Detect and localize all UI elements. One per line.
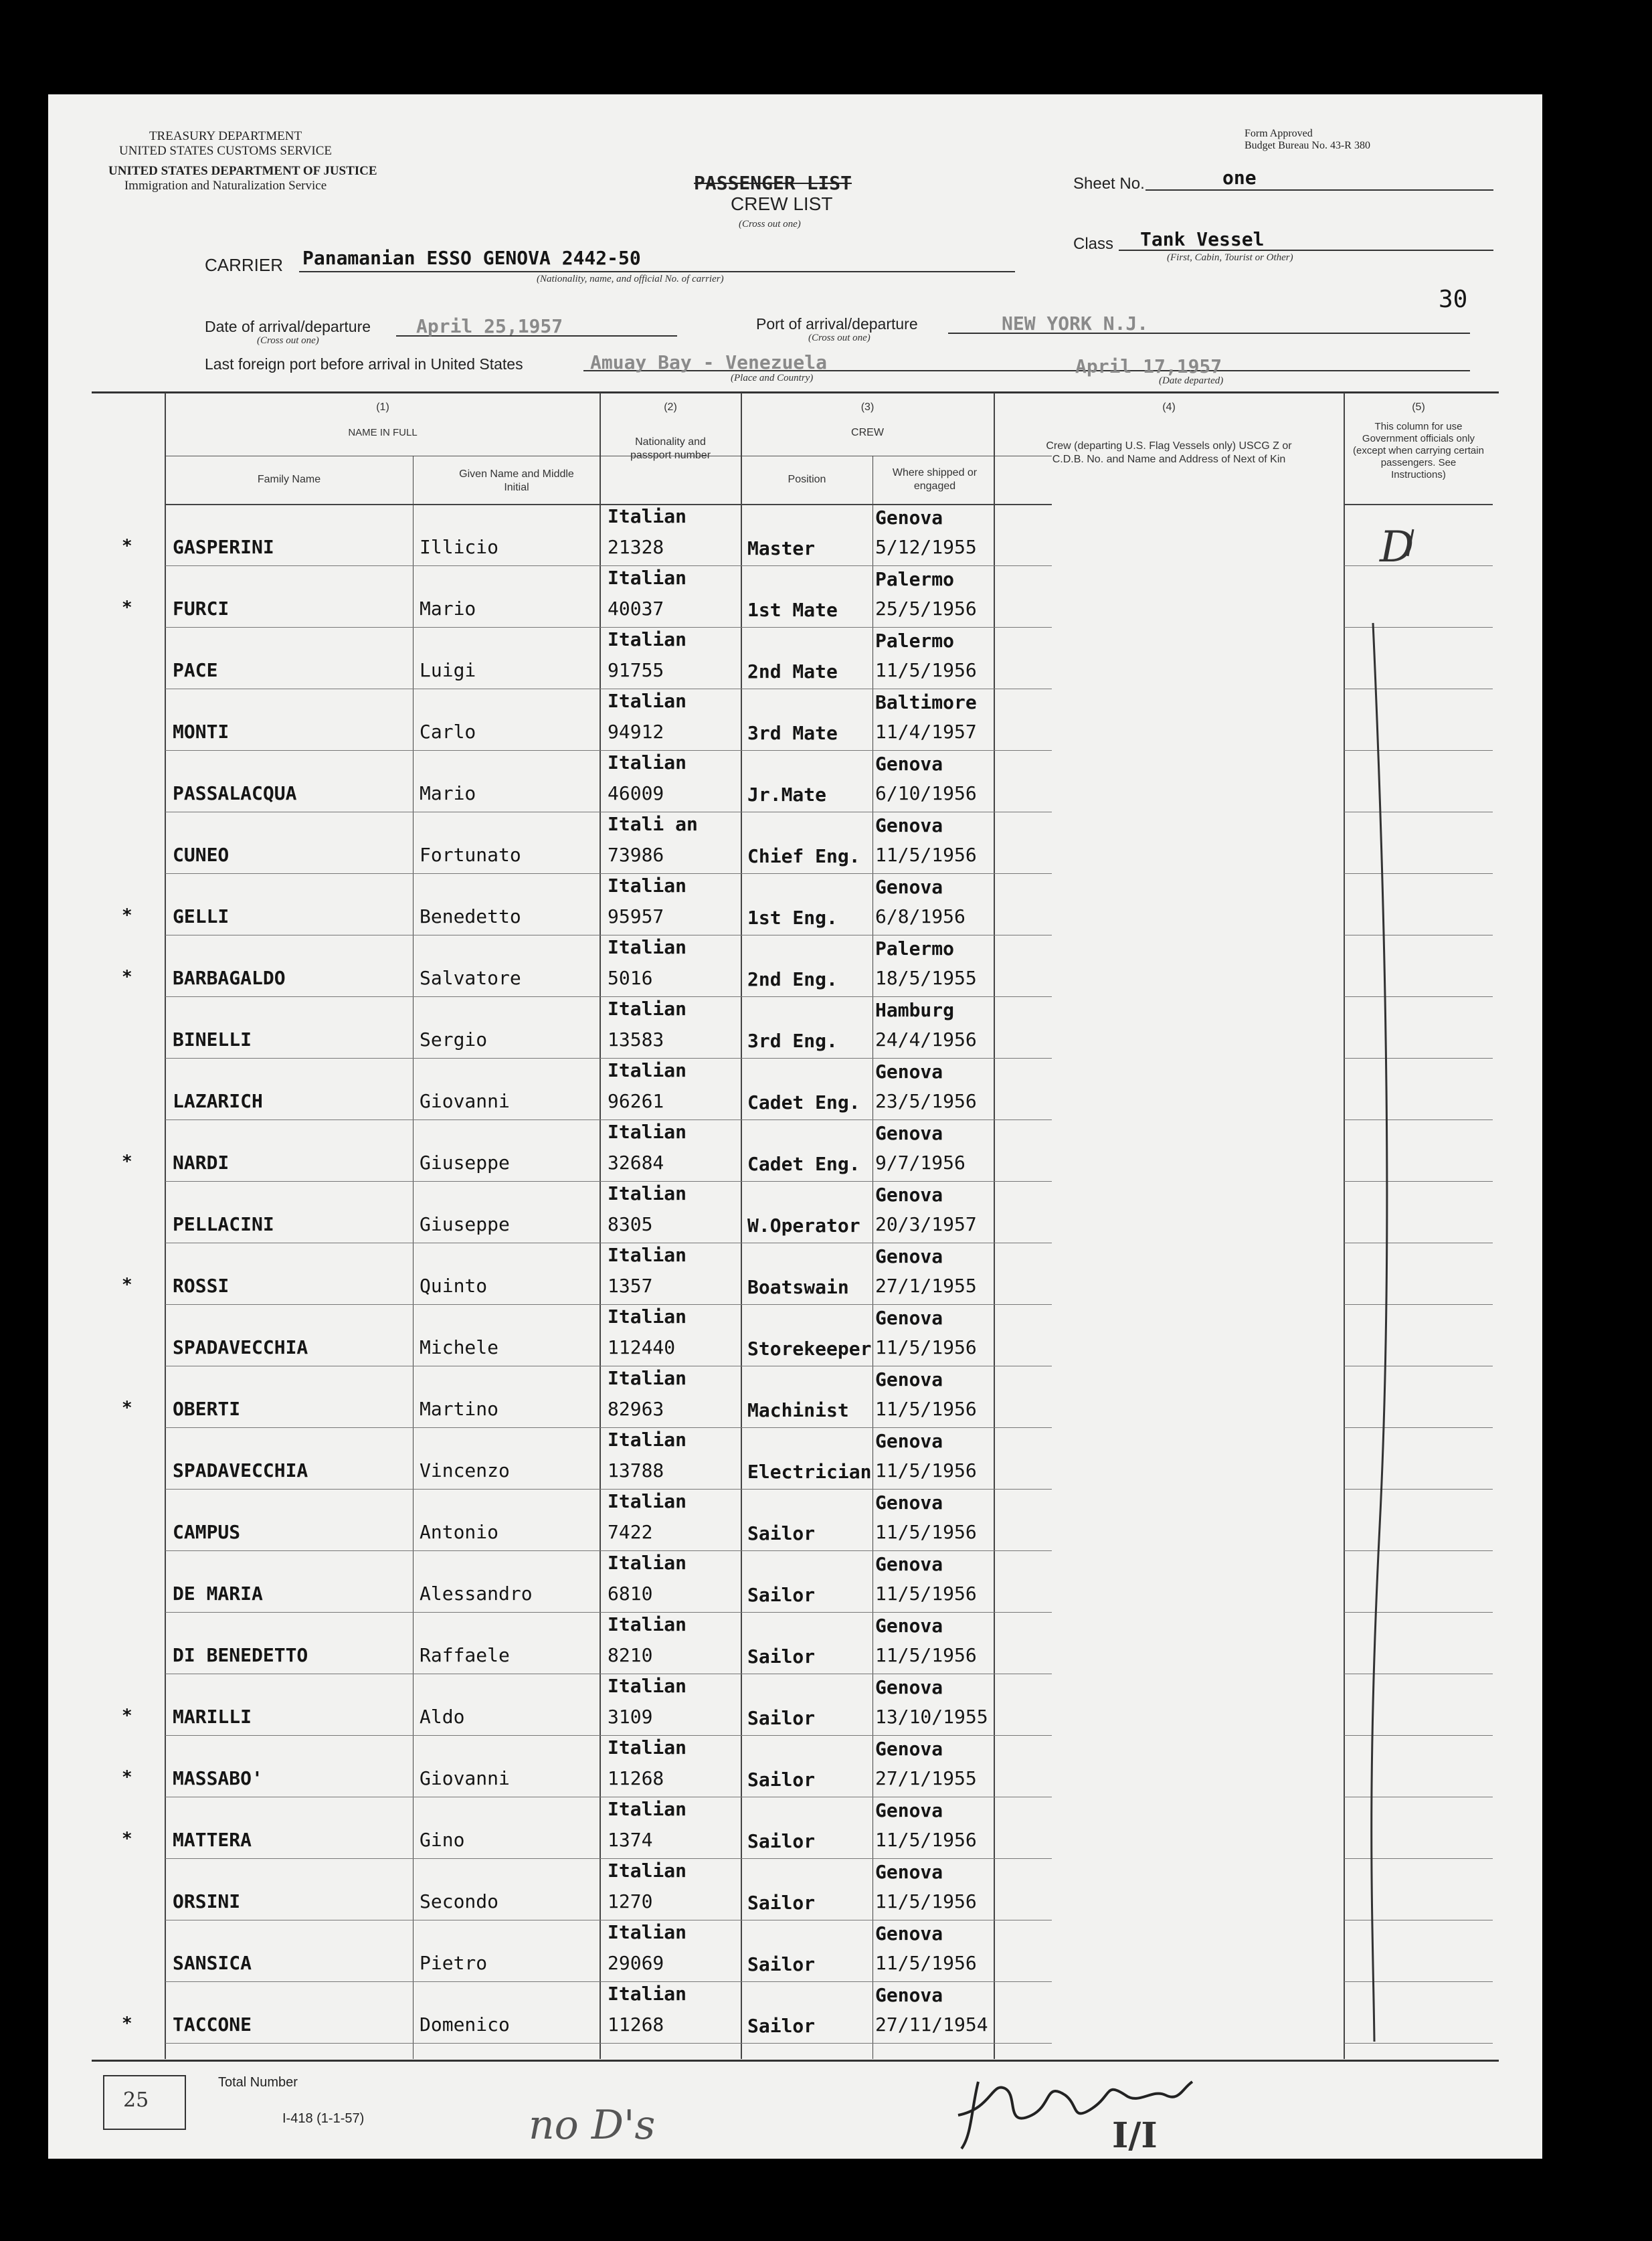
passport-number: 1374 (608, 1829, 653, 1851)
shipped-place: Genova (875, 1861, 943, 1883)
row-divider (165, 996, 1052, 997)
col1-title: NAME IN FULL (348, 427, 418, 438)
shipped-place: Genova (875, 1307, 943, 1329)
shipped-place: Genova (875, 814, 943, 836)
form-approved: Form Approved (1245, 128, 1313, 139)
crew-position: Machinist (747, 1399, 849, 1421)
shipped-date: 11/5/1956 (875, 844, 977, 866)
family-name: GELLI (173, 905, 230, 927)
given-name: Alessandro (420, 1583, 533, 1605)
row-divider (165, 1550, 1052, 1551)
col3-position: Position (788, 474, 826, 485)
row-divider (165, 1612, 1052, 1613)
total-number-box (103, 2075, 186, 2130)
col5-mark: D (1380, 523, 1414, 572)
row-divider (165, 1058, 1052, 1059)
total-label: Total Number (218, 2075, 298, 2090)
family-name: MONTI (173, 721, 230, 743)
agency-ins: Immigration and Naturalization Service (124, 179, 327, 193)
passport-number: 73986 (608, 844, 664, 866)
nationality: Italian (608, 751, 687, 774)
given-name: Martino (420, 1398, 499, 1420)
date-hint: (Cross out one) (257, 335, 319, 346)
shipped-date: 11/5/1956 (875, 1890, 977, 1912)
family-name: OBERTI (173, 1398, 241, 1420)
col3-title: CREW (851, 427, 884, 438)
crew-position: 1st Mate (747, 599, 838, 621)
crew-position: Sailor (747, 1707, 816, 1729)
crew-position: Chief Eng. (747, 845, 860, 867)
crew-position: Sailor (747, 1892, 816, 1914)
crew-list-sheet (48, 94, 1542, 2159)
given-name: Giuseppe (420, 1213, 510, 1235)
nationality: Italian (608, 690, 687, 712)
family-name: SANSICA (173, 1952, 252, 1974)
nationality: Italian (608, 1921, 687, 1943)
class-value: Tank Vessel (1140, 228, 1265, 250)
shipped-place: Baltimore (875, 691, 977, 713)
given-name: Pietro (420, 1952, 488, 1974)
family-name: MARILLI (173, 1706, 252, 1728)
shipped-place: Genova (875, 1676, 943, 1698)
crew-position: Storekeeper (747, 1338, 872, 1360)
carrier-label: CARRIER (205, 255, 284, 275)
shipped-date: 27/1/1955 (875, 1767, 977, 1789)
sheet-label: Sheet No. (1073, 175, 1145, 193)
family-name: DE MARIA (173, 1583, 263, 1605)
shipped-date: 6/8/1956 (875, 905, 966, 927)
total-value: 25 (123, 2088, 149, 2112)
passport-number: 112440 (608, 1336, 676, 1358)
family-name: ORSINI (173, 1890, 241, 1912)
port-label: Port of arrival/departure (756, 315, 918, 333)
passport-number: 13583 (608, 1028, 664, 1051)
family-name: DI BENEDETTO (173, 1644, 308, 1666)
shipped-place: Genova (875, 753, 943, 775)
shipped-place: Palermo (875, 630, 955, 652)
col1-family: Family Name (257, 474, 321, 485)
date-label: Date of arrival/departure (205, 318, 371, 335)
crew-position: W.Operator (747, 1215, 860, 1237)
nationality: Italian (608, 1182, 687, 1204)
given-name: Aldo (420, 1706, 465, 1728)
family-name: FURCI (173, 598, 230, 620)
shipped-place: Hamburg (875, 999, 955, 1021)
nationality: Italian (608, 875, 687, 897)
family-name: TACCONE (173, 2013, 252, 2036)
crew-position: 1st Eng. (747, 907, 838, 929)
shipped-place: Genova (875, 1122, 943, 1144)
nationality: Itali an (608, 813, 698, 835)
row-star-mark: * (122, 1706, 132, 1726)
given-name: Sergio (420, 1028, 488, 1051)
given-name: Antonio (420, 1521, 499, 1543)
shipped-date: 11/5/1956 (875, 1829, 977, 1851)
port-hint: (Cross out one) (808, 333, 870, 343)
nationality: Italian (608, 1552, 687, 1574)
shipped-place: Genova (875, 1799, 943, 1821)
family-name: BINELLI (173, 1028, 252, 1051)
crew-position: Jr.Mate (747, 784, 827, 806)
row-divider (165, 1181, 1052, 1182)
shipped-date: 11/5/1956 (875, 1398, 977, 1420)
nationality: Italian (608, 1983, 687, 2005)
agency-treasury: TREASURY DEPARTMENT (149, 129, 302, 143)
row-star-mark: * (122, 967, 132, 987)
sheet-value: one (1222, 167, 1257, 189)
nationality: Italian (608, 936, 687, 958)
nationality: Italian (608, 1675, 687, 1697)
carrier-hint: (Nationality, name, and official No. of carrier) (537, 274, 724, 284)
shipped-place: Palermo (875, 937, 955, 960)
passport-number: 46009 (608, 782, 664, 804)
col5-num: (5) (1412, 401, 1425, 413)
row-star-mark: * (122, 1829, 132, 1849)
family-name: NARDI (173, 1152, 230, 1174)
row-divider (165, 750, 1052, 751)
given-name: Carlo (420, 721, 476, 743)
passport-number: 7422 (608, 1521, 653, 1543)
passport-number: 29069 (608, 1952, 664, 1974)
crew-position: Sailor (747, 1830, 816, 1852)
given-name: Mario (420, 598, 476, 620)
form-title: CREW LIST (731, 193, 833, 214)
shipped-place: Genova (875, 1184, 943, 1206)
col5-handwritten-lines (1319, 523, 1493, 2062)
nationality: Italian (608, 1121, 687, 1143)
crew-position: Electrician (747, 1461, 872, 1483)
shipped-place: Palermo (875, 568, 955, 590)
col3-where: Where shipped or engaged (892, 467, 978, 492)
row-star-mark: * (122, 1398, 132, 1418)
passport-number: 1357 (608, 1275, 653, 1297)
given-name: Benedetto (420, 905, 521, 927)
class-hint: (First, Cabin, Tourist or Other) (1167, 252, 1293, 263)
shipped-date: 11/5/1956 (875, 1336, 977, 1358)
passport-number: 95957 (608, 905, 664, 927)
shipped-place: Genova (875, 507, 943, 529)
crew-position: Cadet Eng. (747, 1091, 860, 1113)
passport-number: 40037 (608, 598, 664, 620)
shipped-date: 24/4/1956 (875, 1028, 977, 1051)
crew-position: Sailor (747, 1584, 816, 1606)
row-star-mark: * (122, 905, 132, 925)
agency-justice: UNITED STATES DEPARTMENT OF JUSTICE (108, 164, 377, 178)
family-name: PACE (173, 659, 218, 681)
family-name: LAZARICH (173, 1090, 263, 1112)
given-name: Salvatore (420, 967, 521, 989)
passport-number: 82963 (608, 1398, 664, 1420)
given-name: Secondo (420, 1890, 499, 1912)
struck-title: PASSENGER LIST (694, 172, 852, 194)
row-divider (165, 565, 1052, 566)
col1-given: Given Name and Middle Initial (459, 468, 574, 493)
family-name: SPADAVECCHIA (173, 1459, 308, 1482)
nationality: Italian (608, 1429, 687, 1451)
shipped-date: 9/7/1956 (875, 1152, 966, 1174)
crew-position: Sailor (747, 2015, 816, 2037)
col4-num: (4) (1162, 401, 1176, 413)
crew-position: Sailor (747, 1769, 816, 1791)
handwritten-note: no D's (529, 2102, 656, 2149)
title-cross-out-hint: (Cross out one) (739, 219, 801, 230)
given-name: Luigi (420, 659, 476, 681)
lastport-date-hint: (Date departed) (1159, 375, 1224, 386)
passport-number: 6810 (608, 1583, 653, 1605)
shipped-date: 11/4/1957 (875, 721, 977, 743)
signature-image (951, 2068, 1232, 2162)
given-name: Giovanni (420, 1090, 510, 1112)
nationality: Italian (608, 998, 687, 1020)
col5-title: This column for use Government officials only (except when carrying certain passengers. See Instructions) (1353, 421, 1484, 480)
crew-position: 2nd Eng. (747, 968, 838, 990)
crew-position: 2nd Mate (747, 660, 838, 683)
shipped-place: Genova (875, 1430, 943, 1452)
given-name: Giovanni (420, 1767, 510, 1789)
row-star-mark: * (122, 2013, 132, 2034)
lastport-date: April 17,1957 (1075, 355, 1222, 377)
shipped-date: 11/5/1956 (875, 1644, 977, 1666)
crew-position: Sailor (747, 1953, 816, 1975)
family-name: MATTERA (173, 1829, 252, 1851)
family-name: CUNEO (173, 844, 230, 866)
crew-position: 3rd Eng. (747, 1030, 838, 1052)
family-name: ROSSI (173, 1275, 230, 1297)
shipped-date: 6/10/1956 (875, 782, 977, 804)
carrier-value: Panamanian ESSO GENOVA 2442-50 (302, 247, 641, 269)
row-divider (165, 2043, 1052, 2044)
form-code: I-418 (1-1-57) (282, 2111, 365, 2126)
family-name: GASPERINI (173, 536, 274, 558)
lastport-label: Last foreign port before arrival in United States (205, 355, 523, 373)
row-star-mark: * (122, 1152, 132, 1172)
given-name: Fortunato (420, 844, 521, 866)
nationality: Italian (608, 1306, 687, 1328)
col4-title: Crew (departing U.S. Flag Vessels only) USCG Z or C.D.B. No. and Name and Address of Next of Kin (1046, 440, 1292, 465)
given-name: Quinto (420, 1275, 488, 1297)
nationality: Italian (608, 1059, 687, 1081)
nationality: Italian (608, 1244, 687, 1266)
passport-number: 1270 (608, 1890, 653, 1912)
class-label: Class (1073, 235, 1114, 253)
signature-initials: I/I (1112, 2115, 1158, 2156)
passport-number: 21328 (608, 536, 664, 558)
shipped-date: 11/5/1956 (875, 1952, 977, 1974)
row-star-mark: * (122, 1767, 132, 1787)
given-name: Mario (420, 782, 476, 804)
agency-customs: UNITED STATES CUSTOMS SERVICE (118, 144, 333, 158)
passport-number: 5016 (608, 967, 653, 989)
row-divider (165, 627, 1052, 628)
passport-number: 13788 (608, 1459, 664, 1482)
shipped-date: 23/5/1956 (875, 1090, 977, 1112)
crew-position: 3rd Mate (747, 722, 838, 744)
family-name: PASSALACQUA (173, 782, 297, 804)
row-divider (165, 1119, 1052, 1120)
crew-position: Cadet Eng. (747, 1153, 860, 1175)
nationality: Italian (608, 505, 687, 527)
family-name: MASSABO' (173, 1767, 263, 1789)
budget-bureau: Budget Bureau No. 43-R 380 (1245, 140, 1370, 151)
shipped-date: 5/12/1955 (875, 536, 977, 558)
shipped-date: 25/5/1956 (875, 598, 977, 620)
passport-number: 8305 (608, 1213, 653, 1235)
nationality: Italian (608, 1367, 687, 1389)
row-divider (165, 1981, 1052, 1982)
family-name: CAMPUS (173, 1521, 241, 1543)
shipped-place: Genova (875, 1492, 943, 1514)
page-number: 30 (1439, 286, 1468, 313)
nationality: Italian (608, 628, 687, 650)
nationality: Italian (608, 1613, 687, 1635)
shipped-date: 11/5/1956 (875, 1459, 977, 1482)
nationality: Italian (608, 1860, 687, 1882)
given-name: Vincenzo (420, 1459, 510, 1482)
row-divider (165, 1858, 1052, 1859)
row-divider (165, 1427, 1052, 1428)
crew-position: Master (747, 537, 816, 559)
shipped-date: 11/5/1956 (875, 1521, 977, 1543)
passport-number: 8210 (608, 1644, 653, 1666)
given-name: Raffaele (420, 1644, 510, 1666)
shipped-place: Genova (875, 1368, 943, 1391)
passport-number: 96261 (608, 1090, 664, 1112)
col3-num: (3) (860, 401, 875, 413)
nationality: Italian (608, 1736, 687, 1759)
lastport-hint: (Place and Country) (731, 373, 814, 383)
family-name: SPADAVECCHIA (173, 1336, 308, 1358)
given-name: Illicio (420, 536, 499, 558)
crew-position: Boatswain (747, 1276, 849, 1298)
shipped-place: Genova (875, 1553, 943, 1575)
shipped-place: Genova (875, 876, 943, 898)
given-name: Giuseppe (420, 1152, 510, 1174)
family-name: PELLACINI (173, 1213, 274, 1235)
row-divider (165, 1735, 1052, 1736)
row-star-mark: * (122, 598, 132, 618)
family-name: BARBAGALDO (173, 967, 286, 989)
nationality: Italian (608, 1490, 687, 1512)
shipped-date: 11/5/1956 (875, 1583, 977, 1605)
shipped-date: 27/1/1955 (875, 1275, 977, 1297)
shipped-place: Genova (875, 1738, 943, 1760)
passport-number: 91755 (608, 659, 664, 681)
passport-number: 11268 (608, 2013, 664, 2036)
shipped-place: Genova (875, 1615, 943, 1637)
shipped-date: 18/5/1955 (875, 967, 977, 989)
passport-number: 32684 (608, 1152, 664, 1174)
row-star-mark: * (122, 536, 132, 556)
passport-number: 94912 (608, 721, 664, 743)
col1-num: (1) (376, 401, 389, 413)
shipped-place: Genova (875, 1245, 943, 1267)
row-star-mark: * (122, 1275, 132, 1295)
row-divider (165, 1489, 1052, 1490)
row-divider (165, 1304, 1052, 1305)
shipped-date: 11/5/1956 (875, 659, 977, 681)
col2-title: Nationality and passport number (630, 436, 711, 461)
col2-num: (2) (664, 401, 677, 413)
date-value: April 25,1957 (416, 315, 563, 337)
crew-position: Sailor (747, 1645, 816, 1668)
shipped-date: 27/11/1954 (875, 2013, 988, 2036)
port-value: NEW YORK N.J. (1002, 312, 1149, 335)
shipped-place: Genova (875, 1061, 943, 1083)
passport-number: 3109 (608, 1706, 653, 1728)
given-name: Gino (420, 1829, 465, 1851)
lastport-value: Amuay Bay - Venezuela (590, 351, 828, 373)
nationality: Italian (608, 567, 687, 589)
nationality: Italian (608, 1798, 687, 1820)
shipped-place: Genova (875, 1984, 943, 2006)
passport-number: 11268 (608, 1767, 664, 1789)
crew-position: Sailor (747, 1522, 816, 1544)
shipped-date: 20/3/1957 (875, 1213, 977, 1235)
given-name: Domenico (420, 2013, 510, 2036)
shipped-date: 13/10/1955 (875, 1706, 988, 1728)
row-divider (165, 873, 1052, 874)
given-name: Michele (420, 1336, 499, 1358)
shipped-place: Genova (875, 1922, 943, 1945)
